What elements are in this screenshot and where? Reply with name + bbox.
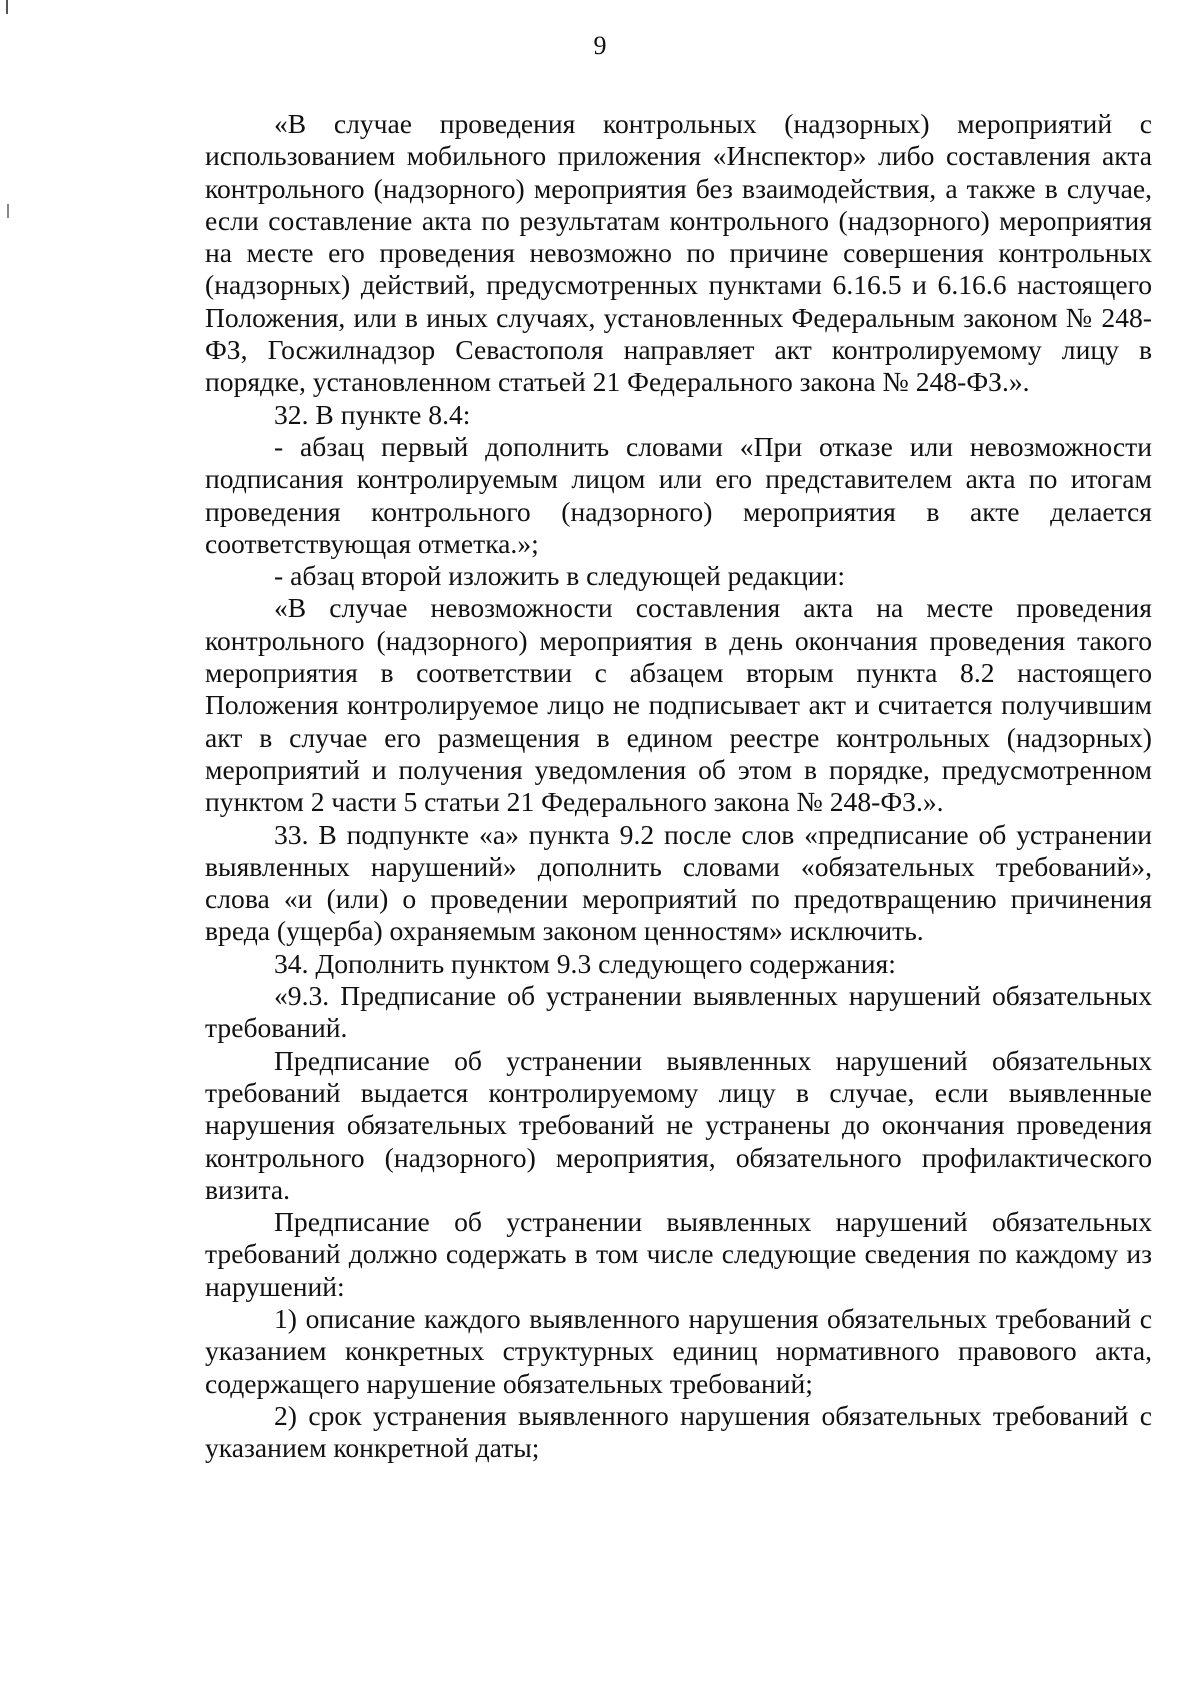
paragraph-item-32-first-abzac: - абзац первый дополнить словами «При отказе или невозможности подписания контролируемым лицом или его представителем акта по итогам проведения контрольного (надзорного) мероприятия в акте делается соответствующая отметка.»; — [205, 430, 1152, 559]
scan-artifact-left — [7, 204, 9, 218]
paragraph-item-34: 34. Дополнить пунктом 9.3 следующего содержания: — [274, 947, 896, 979]
paragraph-prescription-issuance: Предписание об устранении выявленных нарушений обязательных требований выдается контролируемому лицу в случае, если выявленные нарушения обязательных требований не устранены до окончания проведения контрольного (надзорного) мероприятия, обязательного профилактического визита. — [205, 1044, 1152, 1205]
list-item-2: 2) срок устранения выявленного нарушения обязательных требований с указанием конкретной даты; — [205, 1399, 1152, 1464]
paragraph-act-impossibility: «В случае невозможности составления акта на месте проведения контрольного (надзорного) мероприятия в день окончания проведения такого мероприятия в соответствии с абзацем вторым пункта 8.2 настоящего Положения контролируемое лицо не подписывает акт и считается получившим акт в случае его размещения в едином реестре контрольных (надзорных) мероприятий и получения уведомления об этом в порядке, предусмотренном пунктом 2 части 5 статьи 21 Федерального закона № 248-ФЗ.». — [205, 592, 1152, 818]
page-number: 9 — [593, 31, 607, 60]
scan-artifact-top — [6, 0, 8, 14]
list-item-1: 1) описание каждого выявленного нарушения обязательных требований с указанием конкретных структурных единиц нормативного правового акта, содержащего нарушение обязательных требований; — [205, 1302, 1152, 1399]
document-body — [205, 108, 1152, 1464]
paragraph-item-32: 32. В пункте 8.4: — [274, 398, 471, 430]
paragraph-prescription-contents: Предписание об устранении выявленных нарушений обязательных требований должно содержать в том числе следующие сведения по каждому из нарушений: — [205, 1206, 1152, 1302]
paragraph-item-9-3-title: «9.3. Предписание об устранении выявленных нарушений обязательных требований. — [205, 980, 1152, 1044]
paragraph-act-sending: «В случае проведения контрольных (надзорных) мероприятий с использованием мобильного приложения «Инспектор» либо составления акта контрольного (надзорного) мероприятия без взаимодействия, а также в случае, если составление акта по результатам контрольного (надзорного) мероприятия на месте его проведения невозможно по причине совершения контрольных (надзорных) действий, предусмотренных пунктами 6.16.5 и 6.16.6 настоящего Положения, или в иных случаях, установленных Федеральным законом № 248-ФЗ, Госжилнадзор Севастополя направляет акт контролируемому лицу в порядке, установленном статьей 21 Федерального закона № 248-ФЗ.». — [205, 108, 1152, 398]
paragraph-item-33: 33. В подпункте «а» пункта 9.2 после слов «предписание об устранении выявленных нарушений» дополнить словами «обязательных требований», слова «и (или) о проведении мероприятий по предотвращению причинения вреда (ущерба) охраняемым законом ценностям» исключить. — [205, 818, 1152, 947]
paragraph-item-32-second-abzac: - абзац второй изложить в следующей редакции: — [274, 560, 845, 592]
